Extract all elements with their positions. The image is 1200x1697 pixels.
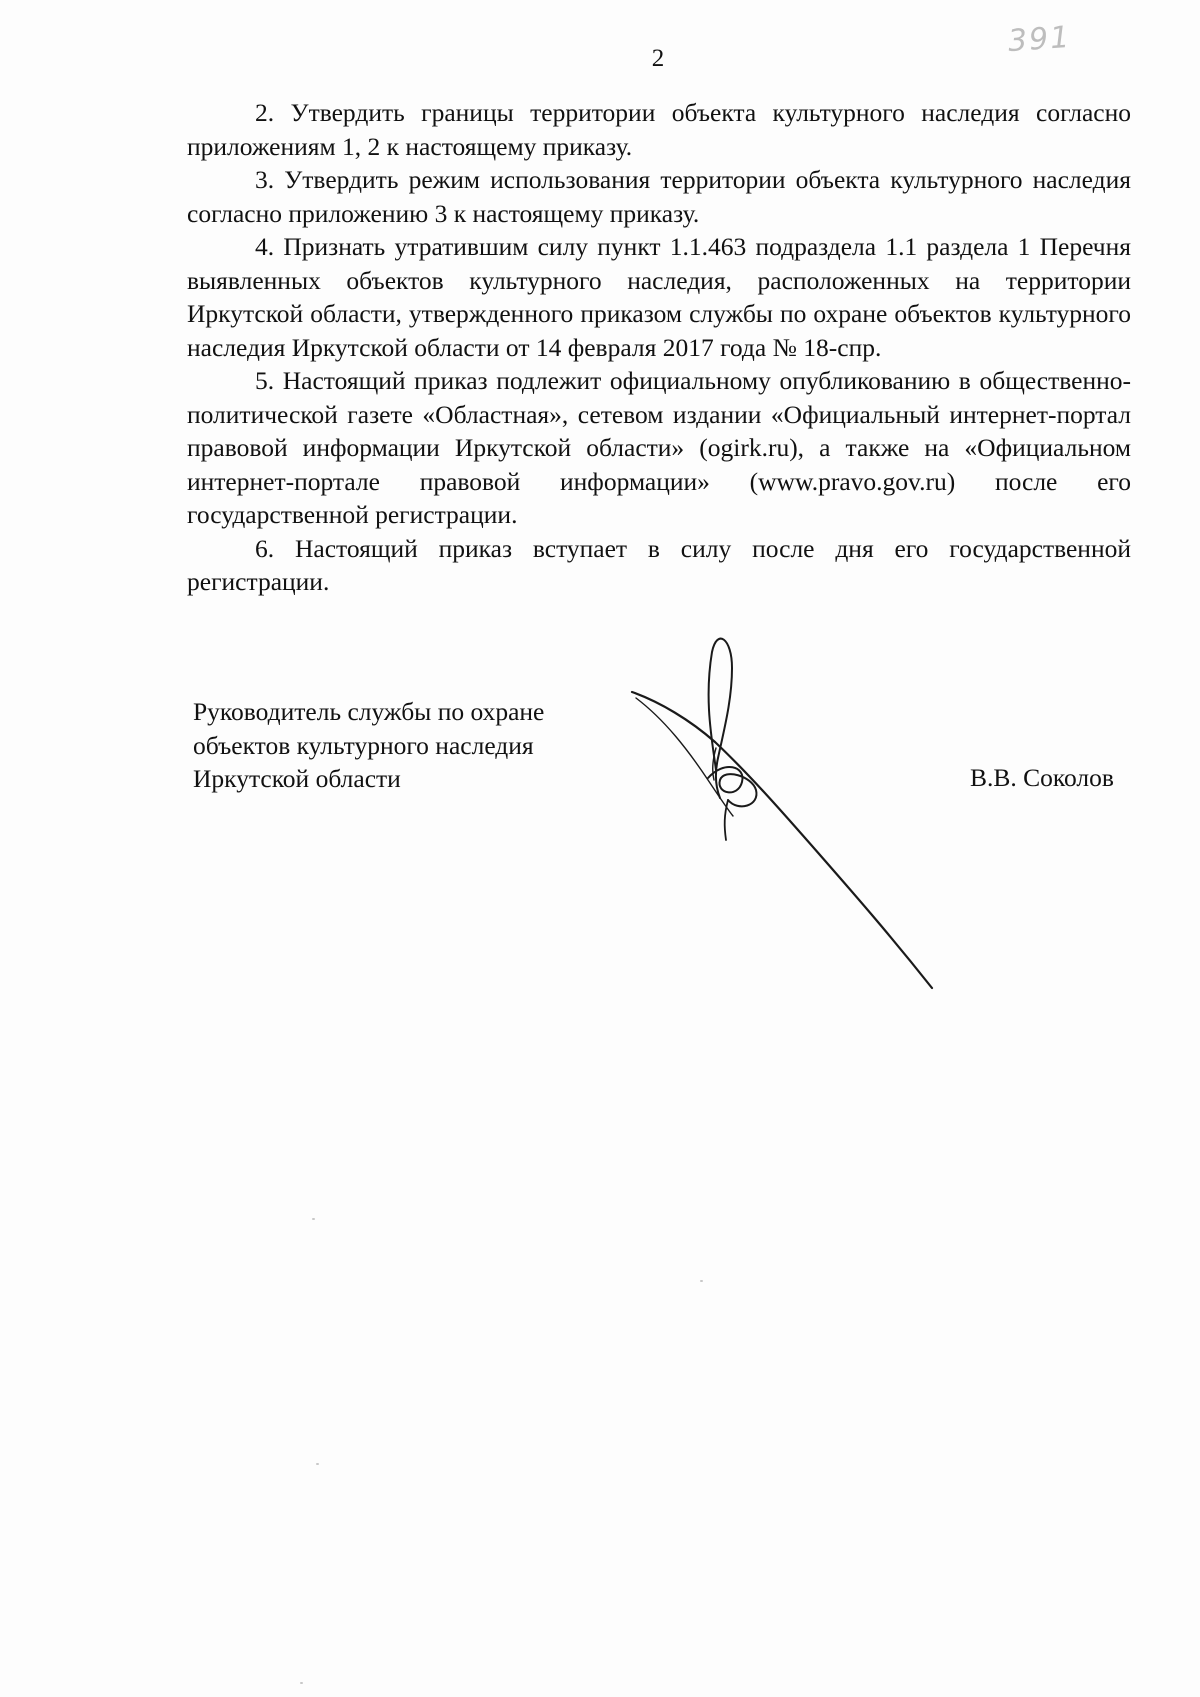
paragraph-2: 2. Утвердить границы территории объекта культурного наследия согласно приложениям 1, 2 к настоящему приказу. [187, 98, 1131, 161]
signer-position [193, 695, 544, 796]
paragraph-3: 3. Утвердить режим использования территории объекта культурного наследия согласно приложению 3 к настоящему приказу. [187, 165, 1131, 228]
paragraph-6: 6. Настоящий приказ вступает в силу после дня его государственной регистрации. [187, 533, 1131, 596]
signer-name: В.В. Соколов [970, 763, 1114, 792]
paragraph-4: 4. Признать утратившим силу пункт 1.1.463 подраздела 1.1 раздела 1 Перечня выявленных объектов культурного наследия, расположенных на территории Иркутской области, утвержденного приказом службы по охране объектов культурного наследия Иркутской области от 14 февраля 2017 года № 18-спр. [187, 232, 1131, 362]
handwritten-signature [620, 630, 950, 1010]
signer-position-line: Иркутской области [193, 764, 401, 793]
scan-speck [700, 1280, 703, 1282]
signer-position-line: Руководитель службы по охране [193, 697, 545, 726]
page-number: 2 [651, 45, 665, 72]
scan-speck [312, 1218, 315, 1220]
paragraph-5: 5. Настоящий приказ подлежит официальному опубликованию в общественно-политической газете «Областная», сетевом издании «Официальный интернет-портал правовой информации Иркутской области» (ogirk.ru), а также на «Официальном интернет-портале правовой информации» (www.pravo.gov.ru) после его государственной регистрации. [187, 366, 1131, 529]
scan-speck [300, 1682, 303, 1684]
scan-speck [316, 1463, 319, 1465]
signer-position-line: объектов культурного наследия [193, 730, 534, 760]
order-body [187, 96, 1131, 599]
handwritten-archive-mark: 391 [1006, 19, 1073, 60]
